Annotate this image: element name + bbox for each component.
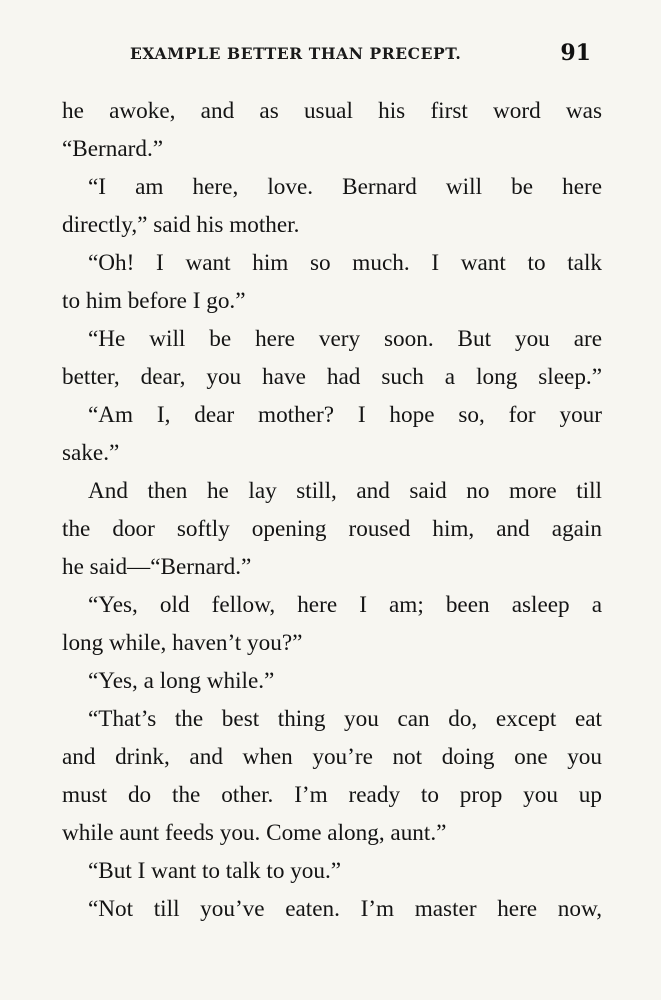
text-line: must do the other. I’m ready to prop you up — [62, 782, 602, 808]
text-line: directly,” said his mother. — [62, 212, 300, 238]
text-line: “Am I, dear mother? I hope so, for your — [88, 402, 602, 428]
text-line: while aunt feeds you. Come along, aunt.” — [62, 820, 447, 846]
text-line: And then he lay still, and said no more till — [88, 478, 602, 504]
text-line: he said—“Bernard.” — [62, 554, 252, 580]
running-title: EXAMPLE BETTER THAN PRECEPT. — [130, 44, 462, 63]
text-line: long while, haven’t you?” — [62, 630, 303, 656]
text-line: “Yes, old fellow, here I am; been asleep a — [88, 592, 602, 618]
text-line: sake.” — [62, 440, 120, 466]
text-line: to him before I go.” — [62, 288, 246, 314]
text-line: “Oh! I want him so much. I want to talk — [88, 250, 602, 276]
text-line: “Not till you’ve eaten. I’m master here now, — [88, 896, 602, 922]
text-line: “I am here, love. Bernard will be here — [88, 174, 602, 200]
text-line: he awoke, and as usual his first word was — [62, 98, 602, 124]
text-line: “But I want to talk to you.” — [88, 858, 342, 884]
body-text — [62, 92, 602, 928]
page-number: 91 — [560, 40, 591, 66]
text-line: “He will be here very soon. But you are — [88, 326, 602, 352]
text-line: “Yes, a long while.” — [88, 668, 275, 694]
text-line: the door softly opening roused him, and again — [62, 516, 602, 542]
page-header — [100, 38, 601, 68]
text-line: better, dear, you have had such a long sleep.” — [62, 364, 602, 390]
text-line: “Bernard.” — [62, 136, 164, 162]
text-line: “That’s the best thing you can do, except eat — [88, 706, 602, 732]
text-line: and drink, and when you’re not doing one you — [62, 744, 602, 770]
